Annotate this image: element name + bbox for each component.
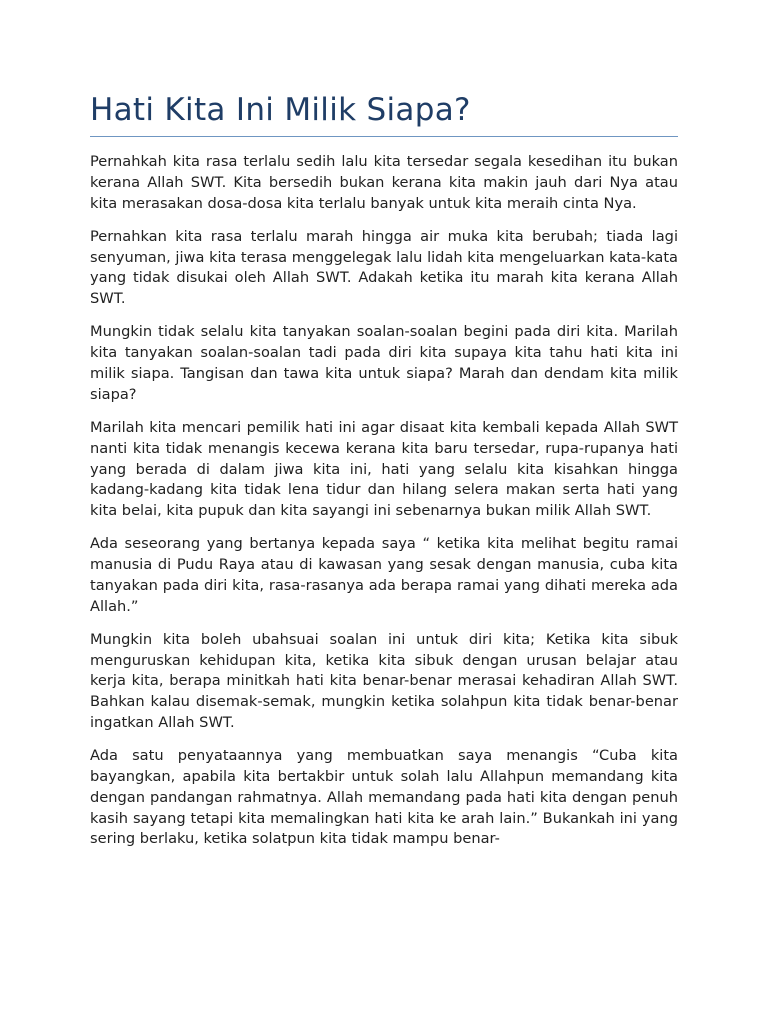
document-page: [90, 88, 678, 863]
document-body: [90, 152, 678, 850]
paragraph-4: Marilah kita mencari pemilik hati ini agar disaat kita kembali kepada Allah SWT nanti kita tidak menangis kecewa kerana kita baru tersedar, rupa-rupanya hati yang berada di dalam jiwa kita ini, hati yang selalu kita kisahkan hingga kadang-kadang kita tidak lena tidur dan hilang selera makan serta hati yang kita belai, kita pupuk dan kita sayangi ini sebenarnya bukan milik Allah SWT.: [90, 418, 678, 520]
paragraph-1: Pernahkah kita rasa terlalu sedih lalu kita tersedar segala kesedihan itu bukan kerana Allah SWT. Kita bersedih bukan kerana kita makin jauh dari Nya atau kita merasakan dosa-dosa kita terlalu banyak untuk kita meraih cinta Nya.: [90, 153, 678, 212]
paragraph-2: Pernahkan kita rasa terlalu marah hingga air muka kita berubah; tiada lagi senyuman, jiwa kita terasa menggelegak lalu lidah kita mengeluarkan kata-kata yang tidak disukai oleh Allah SWT. Adakah ketika itu marah kita kerana Allah SWT.: [90, 227, 678, 308]
paragraph-6: Mungkin kita boleh ubahsuai soalan ini untuk diri kita; Ketika kita sibuk menguruskan kehidupan kita, ketika kita sibuk dengan urusan belajar atau kerja kita, berapa minitkah hati kita benar-benar merasai kehadiran Allah SWT. Bahkan kalau disemak-semak, mungkin ketika solahpun kita tidak benar-benar ingatkan Allah SWT.: [90, 630, 678, 732]
title-underline: [90, 136, 678, 137]
paragraph-7: Ada satu penyataannya yang membuatkan saya menangis “Cuba kita bayangkan, apabila kita bertakbir untuk solah lalu Allahpun memandang kita dengan pandangan rahmatnya. Allah memandang pada hati kita dengan penuh kasih sayang tetapi kita memalingkan hati kita ke arah lain.” Bukankah ini yang sering berlaku, ketika solatpun kita tidak mampu benar-: [90, 747, 678, 848]
document-title: Hati Kita Ini Milik Siapa?: [90, 92, 471, 128]
paragraph-5: Ada seseorang yang bertanya kepada saya “ ketika kita melihat begitu ramai manusia di Pudu Raya atau di kawasan yang sesak dengan manusia, cuba kita tanyakan pada diri kita, rasa-rasanya ada berapa ramai yang dihati mereka ada Allah.”: [90, 535, 678, 615]
paragraph-3: Mungkin tidak selalu kita tanyakan soalan-soalan begini pada diri kita. Marilah kita tanyakan soalan-soalan tadi pada diri kita supaya kita tahu hati kita ini milik siapa. Tangisan dan tawa kita untuk siapa? Marah dan dendam kita milik siapa?: [90, 323, 678, 403]
